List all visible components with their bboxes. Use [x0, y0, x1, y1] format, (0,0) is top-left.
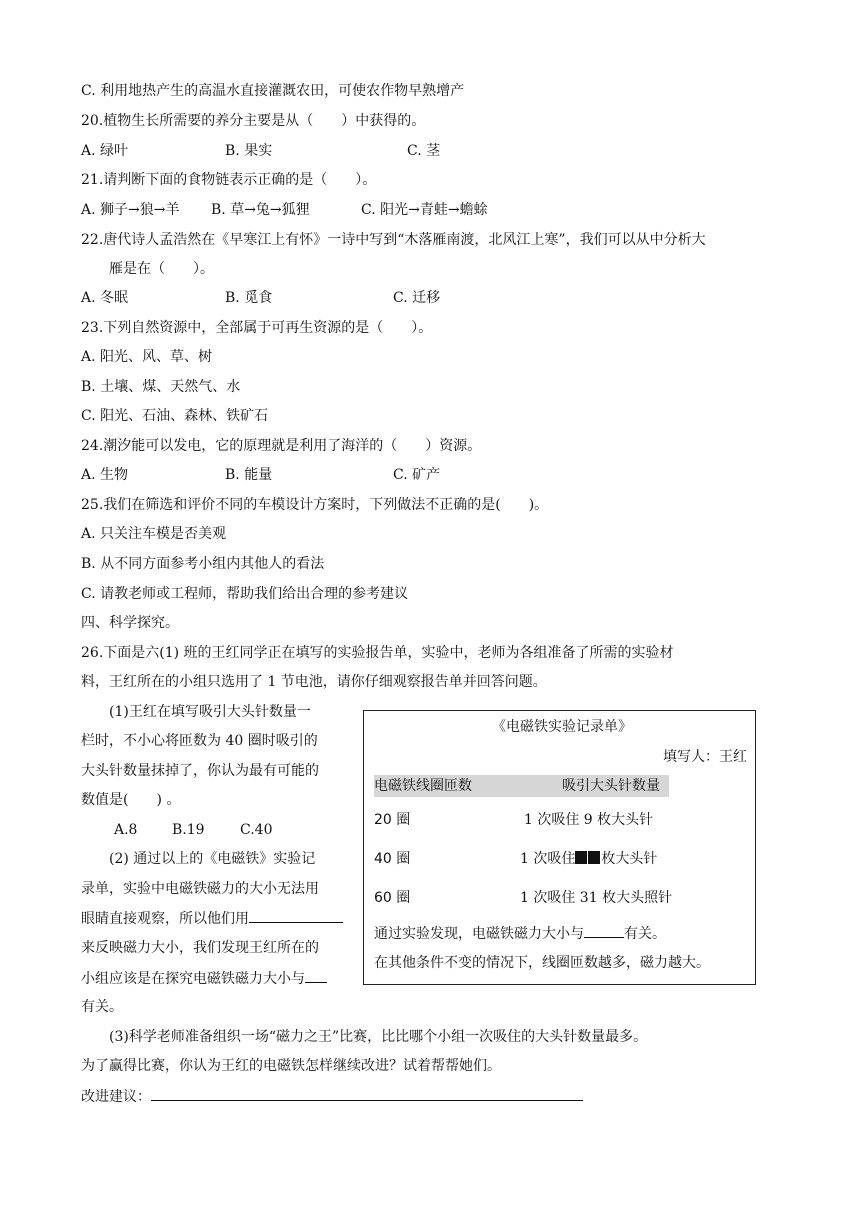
- improvement-answer-blank[interactable]: [151, 1086, 583, 1101]
- part2-line4: 来反映磁力大小，我们发现王红所在的: [81, 940, 319, 956]
- record-row-turns: 60 圈: [374, 890, 411, 906]
- q23-stem: 23.下列自然资源中，全部属于可再生资源的是（ ）。: [81, 320, 433, 336]
- part2-line2: 录单，实验中电磁铁磁力的大小无法用: [81, 881, 319, 897]
- q24-option-c: C. 矿产: [393, 467, 441, 483]
- q25-option-c: C. 请教老师或工程师，帮助我们给出合理的参考建议: [81, 586, 409, 602]
- answer-blank[interactable]: [584, 923, 624, 938]
- q25-option-b: B. 从不同方面参考小组内其他人的看法: [81, 556, 325, 572]
- q23-option-a: A. 阳光、风、草、树: [81, 349, 213, 365]
- erased-block: [575, 851, 587, 864]
- q25-stem: 25.我们在筛选和评价不同的车模设计方案时，下列做法不正确的是( )。: [81, 497, 549, 513]
- q21-option-a: A. 狮子→狼→羊: [81, 202, 180, 218]
- part3-line2: 为了赢得比赛，你认为王红的电磁铁怎样继续改进？试着帮帮她们。: [81, 1058, 501, 1074]
- record-finding-1: [374, 923, 666, 944]
- answer-blank[interactable]: [305, 968, 327, 983]
- q24-option-a: A. 生物: [81, 467, 129, 483]
- part2-line3-text: 眼睛直接观察，所以他们用: [81, 911, 249, 927]
- q21-option-b: B. 草→兔→狐狸: [211, 202, 310, 218]
- q20-option-b: B. 果实: [225, 143, 273, 159]
- q21-stem: 21.请判断下面的食物链表示正确的是（ ）。: [81, 172, 377, 188]
- record-col-turns: 电磁铁线圈匝数: [374, 778, 472, 794]
- part1-line3: 大头针数量抹掉了，你认为最有可能的: [81, 763, 319, 779]
- q20-option-c: C. 茎: [407, 143, 441, 159]
- record-row-result-post: 枚大头针: [601, 851, 658, 867]
- q24-stem: 24.潮汐能可以发电，它的原理就是利用了海洋的（ ）资源。: [81, 438, 482, 454]
- answer-blank[interactable]: [249, 908, 343, 923]
- erased-block: [588, 851, 600, 864]
- record-row-result-pre: 1 次吸住: [520, 851, 576, 867]
- record-sheet: [363, 710, 756, 985]
- part2-line6: 有关。: [81, 999, 123, 1015]
- q26-stem-line2: 料，王红所在的小组只选用了 1 节电池，请你仔细观察报告单并回答问题。: [81, 674, 547, 690]
- q20-stem: 20.植物生长所需要的养分主要是从（ ）中获得的。: [81, 113, 426, 129]
- part2-line5-text: 小组应该是在探究电磁铁磁力大小与: [81, 971, 305, 987]
- q22-stem-line1: 22.唐代诗人孟浩然在《早寒江上有怀》一诗中写到“木落雁南渡，北风江上寒”，我们可以从中分析大: [81, 232, 706, 248]
- part2-line3: [81, 908, 343, 929]
- q22-option-a: A. 冬眠: [81, 290, 129, 306]
- record-row-result: 1 次吸住 9 枚大头针: [524, 812, 654, 828]
- q22-option-c: C. 迁移: [393, 290, 441, 306]
- part1-option-c: C.40: [240, 822, 273, 838]
- q20-option-a: A. 绿叶: [81, 143, 129, 159]
- part1-option-b: B.19: [172, 822, 205, 838]
- record-row-turns: 40 圈: [374, 851, 411, 867]
- q24-option-b: B. 能量: [225, 467, 273, 483]
- section-heading: 四、科学探究。: [81, 615, 179, 631]
- part3-line3: [81, 1086, 583, 1107]
- record-finding-2: 在其他条件不变的情况下，线圈匝数越多，磁力越大。: [374, 955, 710, 971]
- q19-option-c: C. 利用地热产生的高温水直接灌溉农田，可使农作物早熟增产: [81, 83, 465, 99]
- part2-line5: [81, 968, 327, 989]
- q23-option-b: B. 土壤、煤、天然气、水: [81, 379, 241, 395]
- part3-line1: (3)科学老师准备组织一场“磁力之王”比赛，比比哪个小组一次吸住的大头针数量最多。: [109, 1029, 648, 1045]
- record-finding-1-post: 有关。: [624, 926, 666, 942]
- q25-option-a: A. 只关注车模是否美观: [81, 526, 227, 542]
- q22-stem-line2: 雁是在（ ）。: [109, 261, 214, 277]
- record-row-turns: 20 圈: [374, 812, 411, 828]
- record-filler: 填写人：王红: [663, 749, 747, 765]
- record-col-count: 吸引大头针数量: [562, 778, 660, 794]
- q26-stem-line1: 26.下面是六(1) 班的王红同学正在填写的实验报告单，实验中，老师为各组准备了所需的实验材: [81, 645, 674, 661]
- q21-option-c: C. 阳光→青蛙→蟾蜍: [361, 202, 488, 218]
- record-finding-1-pre: 通过实验发现，电磁铁磁力大小与: [374, 926, 584, 942]
- part1-line4: 数值是( ) 。: [81, 792, 181, 808]
- q23-option-c: C. 阳光、石油、森林、铁矿石: [81, 408, 269, 424]
- part2-line1: (2) 通过以上的《电磁铁》实验记: [109, 851, 316, 867]
- record-row-result: 1 次吸住 31 枚大头照针: [520, 890, 673, 906]
- part1-option-a: A.8: [114, 822, 138, 838]
- part1-line1: (1)王红在填写吸引大头针数量一: [109, 704, 311, 720]
- q22-option-b: B. 觅食: [225, 290, 273, 306]
- part1-line2: 栏时，不小心将匝数为 40 圈时吸引的: [81, 733, 318, 749]
- improvement-label: 改进建议：: [81, 1089, 151, 1105]
- record-title: 《电磁铁实验记录单》: [492, 719, 632, 735]
- record-row-result: [520, 849, 657, 869]
